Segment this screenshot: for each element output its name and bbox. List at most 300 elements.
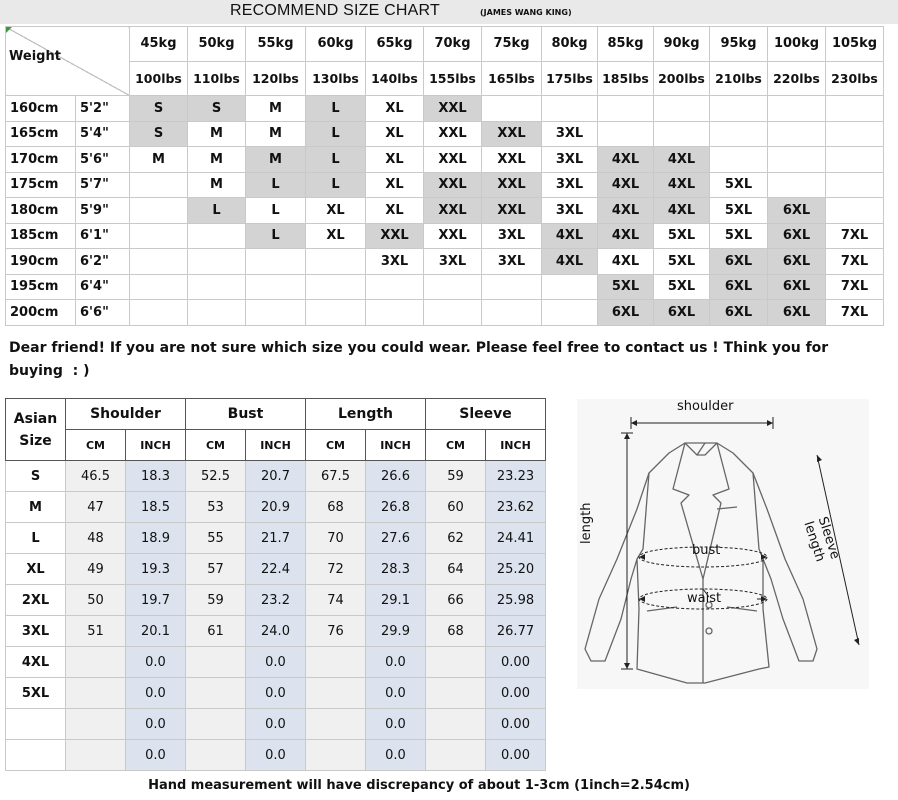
size-cell [306,249,366,275]
weight-kg-header: 100kg [768,27,826,62]
bust-label: bust [692,543,721,558]
size-cell: S [130,96,188,122]
asian-size-cell: S [6,461,66,492]
cm-value: 48 [66,523,126,554]
inch-value: 26.6 [366,461,426,492]
height-ft: 5'2" [76,96,130,122]
size-cell: S [188,96,246,122]
size-cell: XXL [424,172,482,198]
size-cell: 6XL [768,300,826,326]
height-cm: 165cm [6,121,76,147]
size-cell [366,300,424,326]
cm-value: 51 [66,616,126,647]
inch-value: 23.62 [486,492,546,523]
height-cm: 195cm [6,274,76,300]
inch-value: 20.1 [126,616,186,647]
table-row [6,585,546,616]
weight-lbs-header: 130lbs [306,61,366,96]
size-cell: XXL [424,198,482,224]
size-cell: L [306,147,366,173]
weight-lbs-header: 210lbs [710,61,768,96]
size-cell: 4XL [654,147,710,173]
height-ft: 5'7" [76,172,130,198]
size-cell: 4XL [598,172,654,198]
cm-value: 67.5 [306,461,366,492]
height-cm: 185cm [6,223,76,249]
cm-value [306,709,366,740]
size-cell [306,274,366,300]
size-cell [246,274,306,300]
inch-value: 23.2 [246,585,306,616]
height-cm: 200cm [6,300,76,326]
size-cell: XL [366,147,424,173]
size-cell: 6XL [654,300,710,326]
size-cell: 5XL [710,198,768,224]
height-cm: 190cm [6,249,76,275]
size-cell [424,300,482,326]
unit-inch-header: INCH [246,430,306,461]
cm-value [426,647,486,678]
weight-label: Weight [9,49,61,64]
height-ft: 6'2" [76,249,130,275]
size-cell [710,96,768,122]
size-cell [826,147,884,173]
inch-value: 22.4 [246,554,306,585]
asian-size-cell: 2XL [6,585,66,616]
size-cell [826,172,884,198]
size-cell [768,147,826,173]
table-row [6,172,884,198]
jacket-measurement-diagram [577,399,869,689]
size-cell [188,249,246,275]
size-cell: 7XL [826,249,884,275]
disclaimer-text: Hand measurement will have discrepancy of about 1-3cm (1inch=2.54cm) [148,778,690,793]
size-cell: 4XL [542,249,598,275]
size-cell [598,121,654,147]
size-cell [130,172,188,198]
cm-value: 59 [186,585,246,616]
inch-value: 18.3 [126,461,186,492]
cm-value: 55 [186,523,246,554]
height-cm: 180cm [6,198,76,224]
size-cell: 7XL [826,274,884,300]
table-row [6,616,546,647]
weight-kg-header: 65kg [366,27,424,62]
size-cell [598,96,654,122]
size-cell [542,300,598,326]
size-cell: L [306,96,366,122]
size-cell [246,300,306,326]
inch-value: 0.00 [486,647,546,678]
cm-value [426,709,486,740]
size-cell: L [306,172,366,198]
inch-value: 29.9 [366,616,426,647]
cm-value [186,647,246,678]
table-row [6,147,884,173]
size-cell: 5XL [710,223,768,249]
size-cell: 4XL [598,249,654,275]
size-cell: M [130,147,188,173]
cm-value: 49 [66,554,126,585]
cm-value: 66 [426,585,486,616]
height-cm: 160cm [6,96,76,122]
unit-cm-header: CM [306,430,366,461]
size-cell [424,274,482,300]
size-cell: 3XL [482,223,542,249]
size-cell [366,274,424,300]
table-row [6,554,546,585]
table-row [6,198,884,224]
asian-size-cell [6,740,66,771]
size-cell: 6XL [598,300,654,326]
size-cell: XL [366,96,424,122]
size-cell: XXL [424,121,482,147]
cm-value: 76 [306,616,366,647]
asian-size-cell [6,709,66,740]
weight-lbs-header: 185lbs [598,61,654,96]
size-cell: 5XL [654,249,710,275]
weight-lbs-header: 200lbs [654,61,710,96]
asian-size-cell: XL [6,554,66,585]
inch-value: 19.7 [126,585,186,616]
waist-label: waist [687,591,722,606]
cm-value [426,678,486,709]
size-cell: 7XL [826,300,884,326]
cm-value: 72 [306,554,366,585]
size-cell [130,223,188,249]
height-cm: 175cm [6,172,76,198]
size-cell [130,274,188,300]
table-row [6,709,546,740]
chart-title-bar [0,0,898,24]
weight-lbs-header: 175lbs [542,61,598,96]
size-cell: 7XL [826,223,884,249]
size-cell: 5XL [710,172,768,198]
size-cell: 4XL [654,172,710,198]
asian-size-header [6,399,66,461]
size-cell: XXL [482,172,542,198]
measurement-group-header: Sleeve [426,399,546,430]
size-cell: XL [366,198,424,224]
inch-value: 0.00 [486,709,546,740]
inch-value: 23.23 [486,461,546,492]
weight-lbs-header: 110lbs [188,61,246,96]
weight-kg-header: 60kg [306,27,366,62]
size-cell: XXL [482,198,542,224]
size-cell: 6XL [768,198,826,224]
size-cell [654,96,710,122]
size-cell: 4XL [598,147,654,173]
cm-value [66,740,126,771]
asian-size-cell: 4XL [6,647,66,678]
cm-value [186,709,246,740]
size-cell: 6XL [710,274,768,300]
cm-value: 46.5 [66,461,126,492]
size-cell: 5XL [654,223,710,249]
cm-value [66,678,126,709]
size-cell: XL [366,172,424,198]
inch-value: 0.0 [246,709,306,740]
recommend-size-table [5,26,884,326]
inch-value: 25.98 [486,585,546,616]
height-ft: 6'1" [76,223,130,249]
size-cell [482,274,542,300]
table-row [6,678,546,709]
size-label: Size [19,432,52,449]
cm-value: 68 [426,616,486,647]
size-cell [710,121,768,147]
size-cell: 6XL [768,249,826,275]
size-cell [130,249,188,275]
size-cell: 5XL [598,274,654,300]
inch-value: 28.3 [366,554,426,585]
table-row [6,647,546,678]
size-cell: L [246,223,306,249]
size-cell: 3XL [424,249,482,275]
comment-marker-icon [6,27,12,33]
table-row [6,523,546,554]
size-cell: XXL [482,121,542,147]
cm-value: 62 [426,523,486,554]
cm-value [306,740,366,771]
cm-value [66,709,126,740]
size-cell: L [246,172,306,198]
size-cell: L [306,121,366,147]
height-ft: 5'4" [76,121,130,147]
inch-value: 0.0 [126,647,186,678]
size-cell [306,300,366,326]
height-ft: 5'6" [76,147,130,173]
size-cell: XXL [424,223,482,249]
unit-cm-header: CM [426,430,486,461]
sleeve-length-label: Sleeve length [800,515,843,564]
weight-kg-header: 55kg [246,27,306,62]
chart-title: RECOMMEND SIZE CHART [230,2,440,19]
size-cell [768,121,826,147]
size-cell [130,300,188,326]
inch-value: 0.0 [366,678,426,709]
shoulder-label: shoulder [677,399,734,414]
cm-value: 61 [186,616,246,647]
weight-lbs-header: 100lbs [130,61,188,96]
inch-value: 0.0 [366,709,426,740]
weight-kg-header: 85kg [598,27,654,62]
cm-value: 74 [306,585,366,616]
size-cell: 4XL [598,223,654,249]
inch-value: 20.7 [246,461,306,492]
weight-kg-header: 45kg [130,27,188,62]
cm-value [306,678,366,709]
cm-value: 50 [66,585,126,616]
inch-value: 18.5 [126,492,186,523]
size-cell [482,96,542,122]
weight-lbs-header: 165lbs [482,61,542,96]
size-cell: XL [306,223,366,249]
asian-size-cell: 5XL [6,678,66,709]
size-cell: 6XL [710,300,768,326]
size-cell [768,96,826,122]
inch-value: 19.3 [126,554,186,585]
table-row [6,223,884,249]
unit-cm-header: CM [186,430,246,461]
size-cell: XL [306,198,366,224]
size-cell: 6XL [768,223,826,249]
inch-value: 0.0 [126,709,186,740]
height-cm: 170cm [6,147,76,173]
unit-inch-header: INCH [486,430,546,461]
size-cell: M [246,96,306,122]
size-cell [482,300,542,326]
size-cell: 4XL [542,223,598,249]
inch-value: 0.0 [126,740,186,771]
inch-value: 0.0 [366,647,426,678]
size-cell: XL [366,121,424,147]
unit-inch-header: INCH [366,430,426,461]
weight-height-corner [6,27,130,96]
size-cell [542,274,598,300]
measurement-group-header: Shoulder [66,399,186,430]
cm-value: 57 [186,554,246,585]
weight-kg-header: 95kg [710,27,768,62]
inch-value: 0.0 [246,678,306,709]
inch-value: 18.9 [126,523,186,554]
inch-value: 24.0 [246,616,306,647]
weight-lbs-header: 230lbs [826,61,884,96]
cm-value [186,678,246,709]
contact-note: Dear friend! If you are not sure which size you could wear. Please feel free to contact us ! Think you for buying : ) [9,340,829,379]
size-cell [826,121,884,147]
cm-value [66,647,126,678]
asian-size-cell: M [6,492,66,523]
inch-value: 26.8 [366,492,426,523]
inch-value: 24.41 [486,523,546,554]
size-cell: M [246,121,306,147]
weight-kg-header: 50kg [188,27,246,62]
size-cell [246,249,306,275]
size-cell: 3XL [542,147,598,173]
height-ft: 6'4" [76,274,130,300]
inch-value: 25.20 [486,554,546,585]
cm-value: 64 [426,554,486,585]
size-cell: XXL [424,147,482,173]
size-cell [130,198,188,224]
size-cell: M [188,147,246,173]
size-cell: XXL [366,223,424,249]
inch-value: 27.6 [366,523,426,554]
weight-kg-header: 75kg [482,27,542,62]
size-cell [188,300,246,326]
asian-size-cell: L [6,523,66,554]
inch-value: 0.0 [366,740,426,771]
size-cell: M [246,147,306,173]
cm-value: 70 [306,523,366,554]
table-row [6,461,546,492]
weight-kg-header: 70kg [424,27,482,62]
inch-value: 0.0 [246,740,306,771]
cm-value: 53 [186,492,246,523]
inch-value: 29.1 [366,585,426,616]
size-cell: 6XL [710,249,768,275]
cm-value [306,647,366,678]
inch-value: 0.0 [126,678,186,709]
inch-value: 20.9 [246,492,306,523]
size-cell: 4XL [598,198,654,224]
measurement-table [5,398,546,771]
size-cell [188,223,246,249]
size-cell: 5XL [654,274,710,300]
table-row [6,121,884,147]
size-cell [542,96,598,122]
asian-label: Asian [13,410,58,427]
inch-value: 0.00 [486,678,546,709]
table-row [6,300,884,326]
size-cell: M [188,121,246,147]
size-cell [826,96,884,122]
size-cell: L [246,198,306,224]
measurement-group-header: Length [306,399,426,430]
measurement-disclaimer [0,778,898,793]
table-row [6,96,884,122]
inch-value: 26.77 [486,616,546,647]
size-cell [654,121,710,147]
table-row [6,249,884,275]
cm-value [186,740,246,771]
inch-value: 0.0 [246,647,306,678]
size-cell: XXL [424,96,482,122]
table-row [6,740,546,771]
unit-inch-header: INCH [126,430,186,461]
weight-kg-header: 105kg [826,27,884,62]
height-ft: 6'6" [76,300,130,326]
cm-value: 59 [426,461,486,492]
cm-value: 52.5 [186,461,246,492]
size-cell: 6XL [768,274,826,300]
size-cell: 3XL [542,198,598,224]
size-cell: L [188,198,246,224]
size-cell: M [188,172,246,198]
size-cell [768,172,826,198]
size-cell: 4XL [654,198,710,224]
length-label: length [579,502,594,544]
asian-size-cell: 3XL [6,616,66,647]
inch-value: 21.7 [246,523,306,554]
table-row [6,492,546,523]
weight-lbs-header: 220lbs [768,61,826,96]
unit-cm-header: CM [66,430,126,461]
cm-value [426,740,486,771]
size-cell: 3XL [542,121,598,147]
cm-value: 68 [306,492,366,523]
weight-kg-header: 90kg [654,27,710,62]
size-cell: 3XL [542,172,598,198]
weight-lbs-header: 120lbs [246,61,306,96]
table-row [6,274,884,300]
size-cell: S [130,121,188,147]
weight-lbs-header: 140lbs [366,61,424,96]
size-cell [826,198,884,224]
brand-name: (JAMES WANG KING) [480,8,572,17]
measurement-group-header: Bust [186,399,306,430]
weight-kg-header: 80kg [542,27,598,62]
weight-lbs-header: 155lbs [424,61,482,96]
cm-value: 47 [66,492,126,523]
size-cell [710,147,768,173]
height-ft: 5'9" [76,198,130,224]
size-cell: XXL [482,147,542,173]
size-cell: 3XL [366,249,424,275]
inch-value: 0.00 [486,740,546,771]
size-cell [188,274,246,300]
